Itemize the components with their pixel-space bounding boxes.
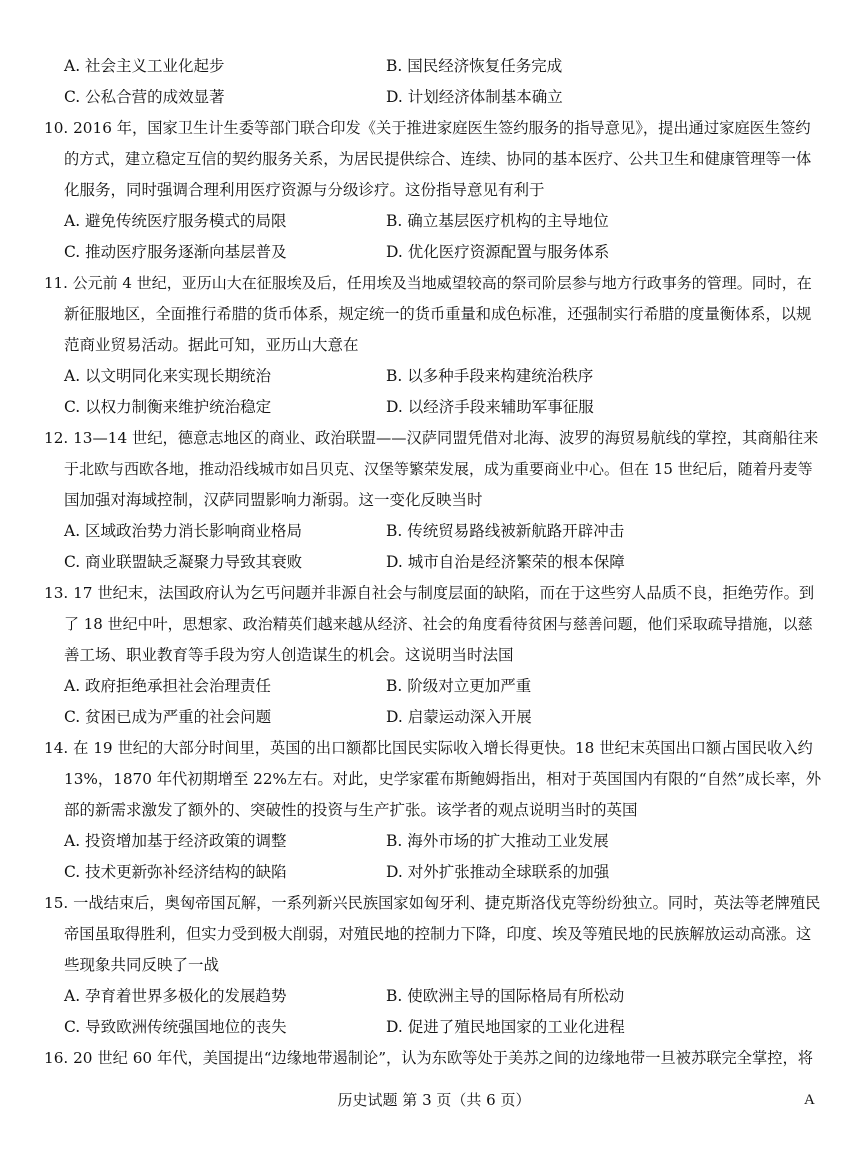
q15-option-b: B. 使欧洲主导的国际格局有所松动 [386,987,625,1005]
q14-stem-line-3: 部的新需求激发了额外的、突破性的投资与生产扩张。该学者的观点说明当时的英国 [64,801,638,819]
q11-stem-line-2: 新征服地区，全面推行希腊的货币体系，规定统一的货币重量和成色标准，还强制实行希腊的度量衡体系，以规 [64,305,812,323]
q12-option-a: A. 区域政治势力消长影响商业格局 [64,522,303,540]
q13-stem-line-1: 13. 17 世纪末，法国政府认为乞丐问题并非源自社会与制度层面的缺陷，而在于这些穷人品质不良，拒绝劳作。到 [44,584,815,602]
q13-option-b: B. 阶级对立更加严重 [386,677,532,695]
q11-option-d: D. 以经济手段来辅助军事征服 [386,398,594,416]
q11-option-c: C. 以权力制衡来维护统治稳定 [64,398,272,416]
q9-option-d: D. 计划经济体制基本确立 [386,88,563,106]
q15-option-d: D. 促进了殖民地国家的工业化进程 [386,1018,625,1036]
q10-stem-line-3: 化服务，同时强调合理利用医疗资源与分级诊疗。这份指导意见有利于 [64,181,545,199]
q12-stem-line-3: 国加强对海域控制，汉萨同盟影响力渐弱。这一变化反映当时 [64,491,483,509]
paper-code: A [804,1092,815,1108]
q12-stem-line-1: 12. 13—14 世纪，德意志地区的商业、政治联盟——汉萨同盟凭借对北海、波罗的海贸易航线的掌控，其商船往来 [44,429,819,447]
q14-option-d: D. 对外扩张推动全球联系的加强 [386,863,610,881]
q13-stem-line-3: 善工场、职业教育等手段为穷人创造谋生的机会。这说明当时法国 [64,646,514,664]
q10-stem-line-2: 的方式，建立稳定互信的契约服务关系，为居民提供综合、连续、协同的基本医疗、公共卫生和健康管理等一体 [64,150,812,168]
q13-option-d: D. 启蒙运动深入开展 [386,708,532,726]
q15-stem-line-3: 些现象共同反映了一战 [64,956,220,974]
q11-stem-line-1: 11. 公元前 4 世纪，亚历山大在征服埃及后，任用埃及当地威望较高的祭司阶层参与地方行政事务的管理。同时，在 [44,274,812,292]
q11-option-b: B. 以多种手段来构建统治秩序 [386,367,594,385]
q10-stem-line-1: 10. 2016 年，国家卫生计生委等部门联合印发《关于推进家庭医生签约服务的指导意见》，提出通过家庭医生签约 [44,119,811,137]
q15-stem-line-2: 帝国虽取得胜利，但实力受到极大削弱，对殖民地的控制力下降，印度、埃及等殖民地的民族解放运动高涨。这 [64,925,812,943]
q10-option-c: C. 推动医疗服务逐渐向基层普及 [64,243,287,261]
q14-option-a: A. 投资增加基于经济政策的调整 [64,832,287,850]
q14-option-c: C. 技术更新弥补经济结构的缺陷 [64,863,287,881]
q15-stem-line-1: 15. 一战结束后，奥匈帝国瓦解，一系列新兴民族国家如匈牙利、捷克斯洛伐克等纷纷独立。同时，英法等老牌殖民 [44,894,821,912]
q12-option-d: D. 城市自治是经济繁荣的根本保障 [386,553,625,571]
q13-stem-line-2: 了 18 世纪中叶，思想家、政治精英们越来越从经济、社会的角度看待贫困与慈善问题，他们采取疏导措施，以慈 [64,615,813,633]
q14-option-b: B. 海外市场的扩大推动工业发展 [386,832,609,850]
q9-option-a: A. 社会主义工业化起步 [64,57,225,75]
q14-stem-line-1: 14. 在 19 世纪的大部分时间里，英国的出口额都比国民实际收入增长得更快。18 世纪末英国出口额占国民收入约 [44,739,813,757]
q16-stem-line-1: 16. 20 世纪 60 年代，美国提出“边缘地带遏制论”，认为东欧等处于美苏之间的边缘地带一旦被苏联完全掌控，将 [44,1049,814,1067]
q13-option-a: A. 政府拒绝承担社会治理责任 [64,677,272,695]
q9-option-b: B. 国民经济恢复任务完成 [386,57,563,75]
q13-option-c: C. 贫困已成为严重的社会问题 [64,708,272,726]
q11-stem-line-3: 范商业贸易活动。据此可知，亚历山大意在 [64,336,359,354]
q12-stem-line-2: 于北欧与西欧各地，推动沿线城市如吕贝克、汉堡等繁荣发展，成为重要商业中心。但在 15 世纪后，随着丹麦等 [64,460,813,478]
q9-option-c: C. 公私合营的成效显著 [64,88,225,106]
q10-option-d: D. 优化医疗资源配置与服务体系 [386,243,610,261]
q10-option-b: B. 确立基层医疗机构的主导地位 [386,212,609,230]
page-footer: 历史试题 第 3 页（共 6 页） [337,1091,531,1109]
q12-option-c: C. 商业联盟缺乏凝聚力导致其衰败 [64,553,303,571]
q15-option-c: C. 导致欧洲传统强国地位的丧失 [64,1018,287,1036]
q15-option-a: A. 孕育着世界多极化的发展趋势 [64,987,287,1005]
q14-stem-line-2: 13%，1870 年代初期增至 22%左右。对此，史学家霍布斯鲍姆指出，相对于英国国内有限的“自然”成长率，外 [64,770,822,788]
q10-option-a: A. 避免传统医疗服务模式的局限 [64,212,287,230]
q12-option-b: B. 传统贸易路线被新航路开辟冲击 [386,522,625,540]
q11-option-a: A. 以文明同化来实现长期统治 [64,367,272,385]
